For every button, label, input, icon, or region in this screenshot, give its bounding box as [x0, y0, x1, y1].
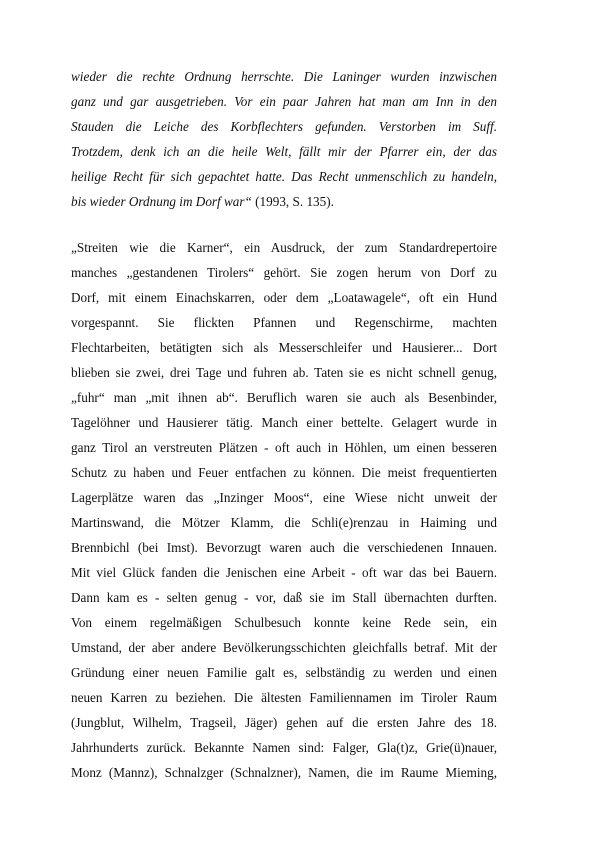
quote-line-5: heilige Recht für sich gepachtet hatte. Das Recht unmenschlich zu handeln, — [71, 169, 497, 184]
paragraph-line-17: Umstand, der aber andere Bevölkerungsschichten gleichfalls betraf. Mit der — [71, 640, 497, 655]
quote-citation: (1993, S. 135). — [251, 194, 334, 209]
quote-line-2: ganz und gar ausgetrieben. Vor ein paar Jahren hat man am Inn in den — [71, 94, 497, 109]
paragraph-line-8: Tagelöhner und Hausierer tätig. Manch einer bettelte. Gelagert wurde in — [71, 415, 497, 430]
paragraph-line-1: „Streiten wie die Karner“, ein Ausdruck, der zum Standardrepertoire — [71, 240, 497, 255]
paragraph-line-7: „fuhr“ man „mit ihnen ab“. Beruflich waren sie auch als Besenbinder, — [71, 390, 497, 405]
paragraph-line-21: Jahrhunderts zurück. Bekannte Namen sind: Falger, Gla(t)z, Grie(ü)nauer, — [71, 740, 497, 755]
paragraph-line-9: ganz Tirol an verstreuten Plätzen - oft auch in Höhlen, um einen besseren — [71, 440, 497, 455]
paragraph-line-3: Dorf, mit einem Einachskarren, oder dem „Loatawagele“, oft ein Hund — [71, 290, 497, 305]
quote-line-4: Trotzdem, denk ich an die heile Welt, fällt mir der Pfarrer ein, der das — [71, 144, 497, 159]
quote-line-1: wieder die rechte Ordnung herrschte. Die Laninger wurden inzwischen — [71, 69, 497, 84]
paragraph-line-14: Mit viel Glück fanden die Jenischen eine Arbeit - oft war das bei Bauern. — [71, 565, 497, 580]
quote-last-line-text: bis wieder Ordnung im Dorf war“ — [71, 194, 252, 209]
paragraph-line-4: vorgespannt. Sie flickten Pfannen und Regenschirme, machten — [71, 315, 497, 330]
paragraph-line-15: Dann kam es - selten genug - vor, daß sie im Stall übernachten durften. — [71, 590, 497, 605]
paragraph-line-12: Martinswand, die Mötzer Klamm, die Schli(e)renzau in Haiming und — [71, 515, 497, 530]
paragraph-line-2: manches „gestandenen Tirolers“ gehört. Sie zogen herum von Dorf zu — [71, 265, 497, 280]
paragraph-line-20: (Jungblut, Wilhelm, Tragseil, Jäger) gehen auf die ersten Jahre des 18. — [71, 715, 497, 730]
quote-last-line — [71, 194, 497, 210]
paragraph-line-10: Schutz zu haben und Feuer entfachen zu können. Die meist frequentierten — [71, 465, 497, 480]
paragraph-line-22: Monz (Mannz), Schnalzger (Schnalzner), Namen, die im Raume Mieming, — [71, 765, 497, 780]
paragraph-line-11: Lagerplätze waren das „Inzinger Moos“, eine Wiese nicht unweit der — [71, 490, 497, 505]
paragraph-line-18: Gründung einer neuen Familie galt es, selbständig zu werden und einen — [71, 665, 497, 680]
quote-line-3: Stauden die Leiche des Korbflechters gefunden. Verstorben im Suff. — [71, 119, 497, 134]
paragraph-line-19: neuen Karren zu beziehen. Die ältesten Familiennamen im Tiroler Raum — [71, 690, 497, 705]
paragraph-line-16: Von einem regelmäßigen Schulbesuch konnte keine Rede sein, ein — [71, 615, 497, 630]
paragraph-line-13: Brennbichl (bei Imst). Bevorzugt waren auch die verschiedenen Innauen. — [71, 540, 497, 555]
paragraph-line-6: blieben sie zwei, drei Tage und fuhren ab. Taten sie es nicht schnell genug, — [71, 365, 497, 380]
paragraph-line-5: Flechtarbeiten, betätigten sich als Messerschleifer und Hausierer... Dort — [71, 340, 497, 355]
